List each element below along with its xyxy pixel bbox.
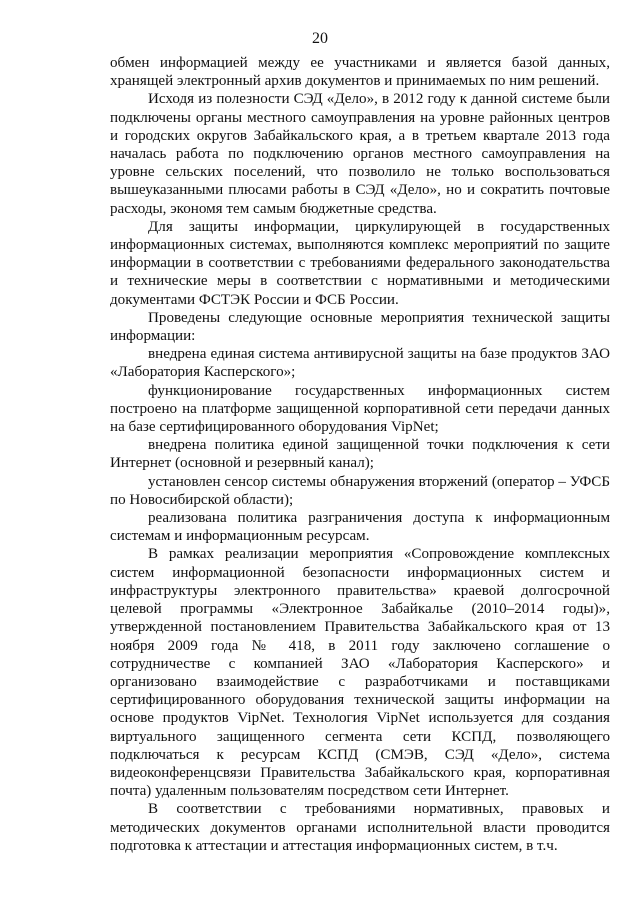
paragraph-attestation: В соответствии с требованиями нормативных, правовых и методических документов органами исполнительной власти проводится подготовка к аттестации и аттестация информационных систем, в т.ч. bbox=[110, 801, 610, 854]
page-number: 20 bbox=[312, 30, 328, 47]
paragraph-information-protection: Для защиты информации, циркулирующей в государственных информационных системах, выполняются комплекс мероприятий по защите информации в соответствии с требованиями федерального законодательства и технические меры в соответствии с нормативными и методическими документами ФСТЭК России и ФСБ России. bbox=[110, 218, 610, 308]
list-item-access-control: реализована политика разграничения доступа к информационным системам и информационным ресурсам. bbox=[110, 510, 610, 545]
list-item-internet-access-point: внедрена политика единой защищенной точки подключения к сети Интернет (основной и резервный канал); bbox=[110, 437, 610, 472]
paragraph-measures-intro: Проведены следующие основные мероприятия технической защиты информации: bbox=[110, 309, 610, 345]
page-body bbox=[110, 54, 610, 855]
list-item-vipnet-network: функционирование государственных информационных систем построено на платформе защищенной корпоративной сети передачи данных на базе сертифицированного оборудования VipNet; bbox=[110, 382, 610, 436]
paragraph-program-cooperation: В рамках реализации мероприятия «Сопровождение комплексных систем информационной безопасности информационных систем и инфраструктуры электронного правительства» краевой долгосрочной целевой программы «Электронное Забайкалье (2010–2014 годы)», утвержденной постановлением Правительства Забайкальского края от 13 ноября 2009 года № 418, в 2011 году заключено соглашение о сотрудничестве с компанией ЗАО «Лаборатория Касперского» и организовано взаимодействие с разработчиками и поставщиками сертифицированного оборудования технической защиты информации на основе продуктов VipNet. Технология VipNet используется для создания виртуального защищенного сегмента сети КСПД, позволяющего подключаться к ресурсам КСПД (СМЭВ, СЭД «Дело», система видеоконференцсвязи Правительства Забайкальского края, корпоративная почта) удаленным пользователям посредством сети Интернет. bbox=[110, 546, 610, 800]
list-item-intrusion-sensor: установлен сенсор системы обнаружения вторжений (оператор – УФСБ по Новосибирской области); bbox=[110, 473, 610, 508]
list-item-antivirus: внедрена единая система антивирусной защиты на базе продуктов ЗАО «Лаборатория Касперского»; bbox=[110, 346, 610, 381]
paragraph-continuation: обмен информацией между ее участниками и является базой данных, хранящей электронный архив документов и принимаемых по ним решений. bbox=[110, 55, 610, 90]
paragraph-sed-delo-connection: Исходя из полезности СЭД «Дело», в 2012 году к данной системе были подключены органы местного самоуправления на уровне районных центров и городских округов Забайкальского края, а в третьем квартале 2013 года началась работа по подключению органов местного самоуправления на уровне сельских поселений, что позволило не только воспользоваться вышеуказанными плюсами работы в СЭД «Дело», но и сократить почтовые расходы, экономя тем самым бюджетные средства. bbox=[110, 91, 610, 217]
